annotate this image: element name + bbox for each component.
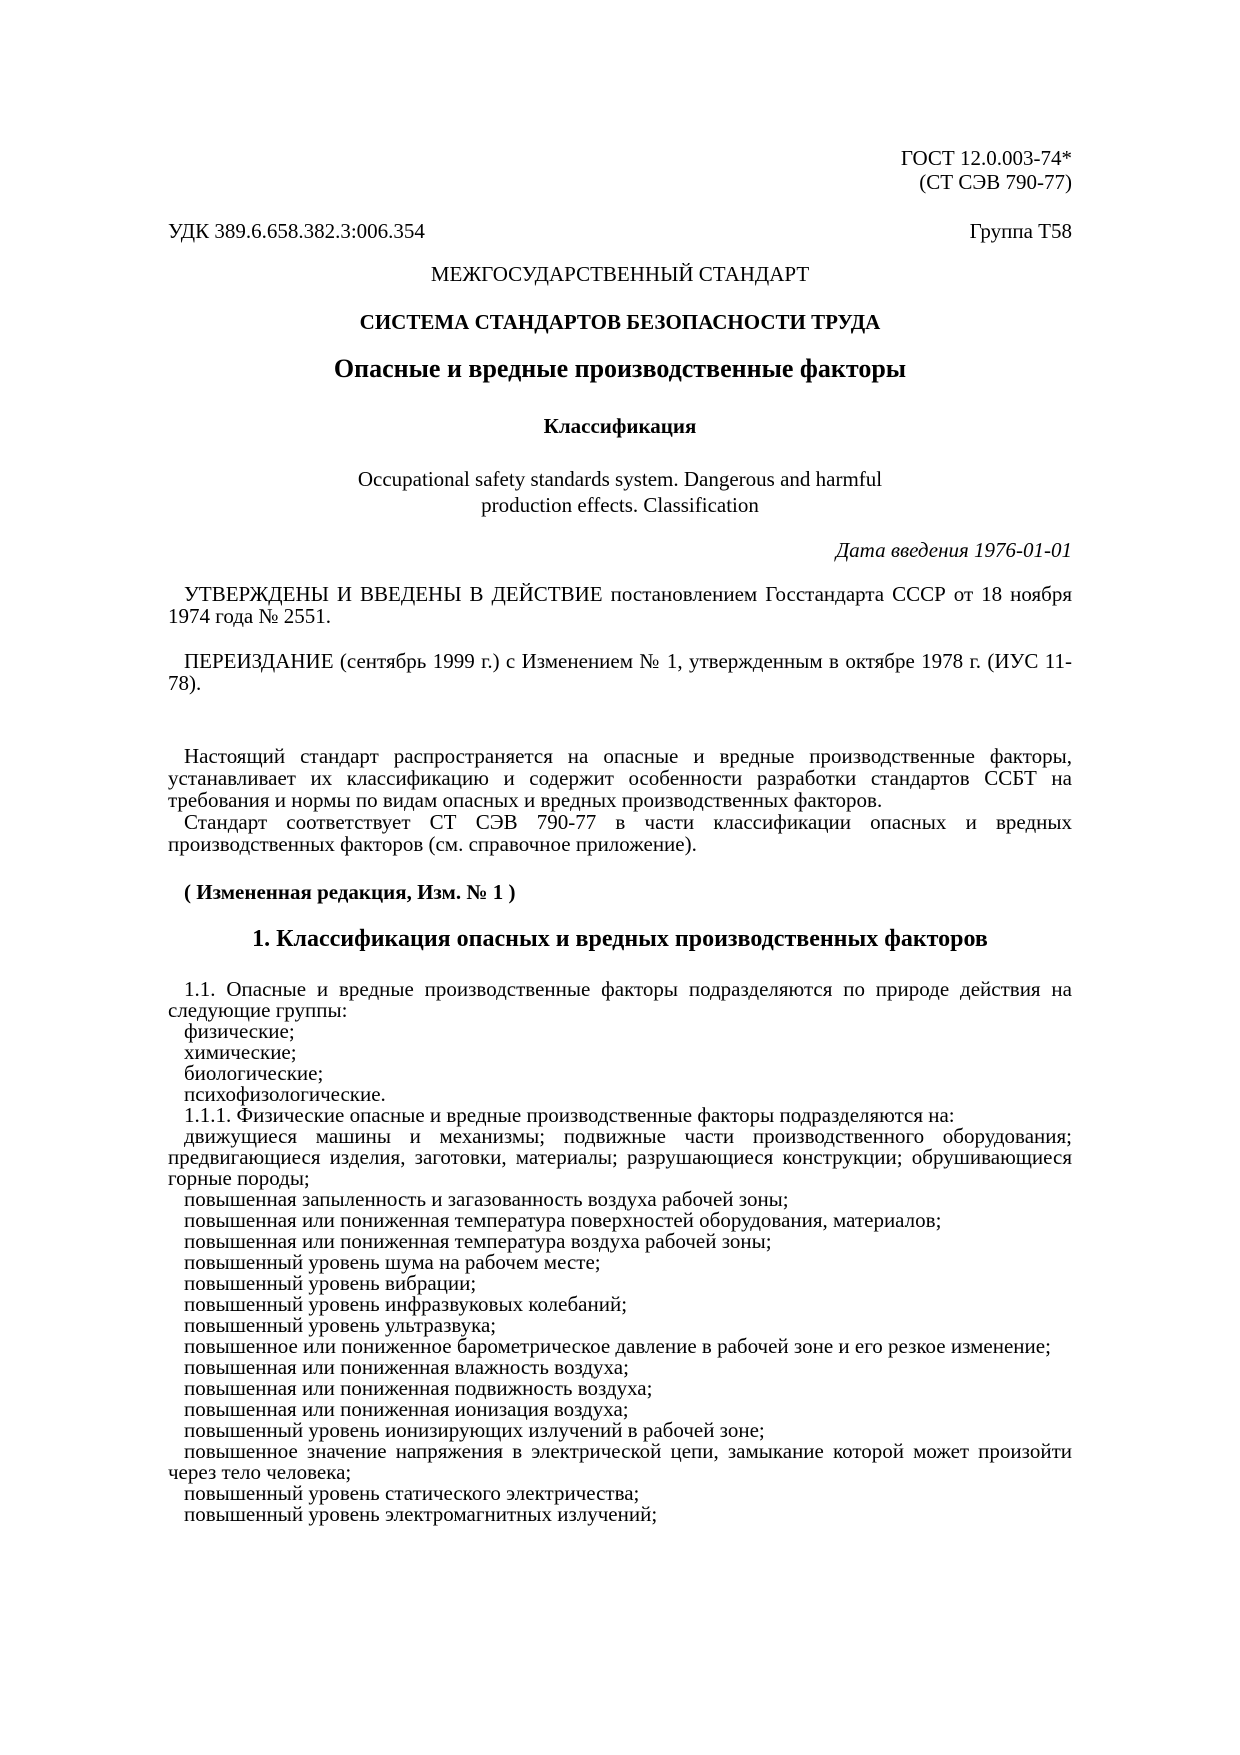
- body-paragraph: движущиеся машины и механизмы; подвижные части производственного оборудования; предвигающиеся изделия, заготовки, материалы; разрушающиеся конструкции; обрушивающиеся горные породы;: [168, 1124, 1072, 1190]
- title-english: [168, 466, 1072, 518]
- doc-number-block: [168, 146, 1072, 194]
- udk-row: [168, 220, 1072, 243]
- gost-number: ГОСТ 12.0.003-74*: [900, 146, 1072, 170]
- body-paragraph: химические;: [184, 1040, 297, 1064]
- system-title: СИСТЕМА СТАНДАРТОВ БЕЗОПАСНОСТИ ТРУДА: [359, 310, 881, 334]
- document-title: Опасные и вредные производственные факторы: [333, 354, 907, 383]
- body-paragraph: повышенная или пониженная подвижность воздуха;: [184, 1376, 653, 1400]
- body-paragraph: повышенный уровень ионизирующих излучений в рабочей зоне;: [184, 1418, 765, 1442]
- scope-block: [168, 745, 1072, 855]
- body-paragraph: повышенный уровень статического электричества;: [184, 1481, 640, 1505]
- st-sev-number: (СТ СЭВ 790-77): [919, 170, 1072, 194]
- body-paragraph: повышенный уровень электромагнитных излучений;: [184, 1502, 658, 1526]
- body-paragraph: физические;: [184, 1019, 295, 1043]
- paragraph-correspondence: Стандарт соответствует СТ СЭВ 790-77 в части классификации опасных и вредных производственных факторов (см. справочное приложение).: [168, 810, 1072, 856]
- paragraph-approved: УТВЕРЖДЕНЫ И ВВЕДЕНЫ В ДЕЙСТВИЕ постановлением Госстандарта СССР от 18 ноября 1974 года № 2551.: [168, 582, 1072, 628]
- group-code: Группа Т58: [969, 219, 1072, 243]
- title-english-line1: Occupational safety standards system. Dangerous and harmful: [357, 467, 883, 491]
- section-1-heading: 1. Классификация опасных и вредных производственных факторов: [252, 926, 988, 952]
- effective-date: Дата введения 1976-01-01: [835, 538, 1072, 562]
- paragraph-reissue: ПЕРЕИЗДАНИЕ (сентябрь 1999 г.) с Изменением № 1, утвержденным в октябре 1978 г. (ИУС 11-78).: [168, 649, 1072, 695]
- amendment-note: ( Измененная редакция, Изм. № 1 ): [184, 880, 516, 904]
- body-paragraph: 1.1. Опасные и вредные производственные факторы подразделяются по природе действия на следующие группы:: [168, 977, 1072, 1022]
- body-paragraph: 1.1.1. Физические опасные и вредные производственные факторы подразделяются на:: [184, 1103, 955, 1127]
- body-paragraph: биологические;: [184, 1061, 324, 1085]
- title-english-line2: production effects. Classification: [481, 493, 759, 517]
- body-paragraph: психофизологические.: [184, 1082, 386, 1106]
- standard-type-label: МЕЖГОСУДАРСТВЕННЫЙ СТАНДАРТ: [430, 262, 810, 286]
- body-paragraph: повышенный уровень ультразвука;: [184, 1313, 497, 1337]
- body-paragraph: повышенный уровень вибрации;: [184, 1271, 477, 1295]
- body-paragraph: повышенная или пониженная температура воздуха рабочей зоны;: [184, 1229, 772, 1253]
- body-paragraph: повышенное значение напряжения в электрической цепи, замыкание которой может произойти через тело человека;: [168, 1439, 1072, 1484]
- body-paragraph: повышенная или пониженная ионизация воздуха;: [184, 1397, 629, 1421]
- body-paragraph: повышенная или пониженная влажность воздуха;: [184, 1355, 629, 1379]
- section-1-body: [168, 979, 1072, 1525]
- body-paragraph: повышенный уровень шума на рабочем месте;: [184, 1250, 601, 1274]
- udk-code: УДК 389.6.658.382.3:006.354: [168, 219, 425, 243]
- document-subtitle: Классификация: [543, 414, 697, 438]
- paragraph-scope: Настоящий стандарт распространяется на опасные и вредные производственные факторы, устанавливает их классификацию и содержит особенности разработки стандартов ССБТ на требования и нормы по видам опасных и вредных производственных факторов.: [168, 744, 1072, 812]
- body-paragraph: повышенная или пониженная температура поверхностей оборудования, материалов;: [184, 1208, 942, 1232]
- body-paragraph: повышенная запыленность и загазованность воздуха рабочей зоны;: [184, 1187, 789, 1211]
- body-paragraph: повышенный уровень инфразвуковых колебаний;: [184, 1292, 628, 1316]
- body-paragraph: повышенное или пониженное барометрическое давление в рабочей зоне и его резкое изменение;: [184, 1334, 1051, 1358]
